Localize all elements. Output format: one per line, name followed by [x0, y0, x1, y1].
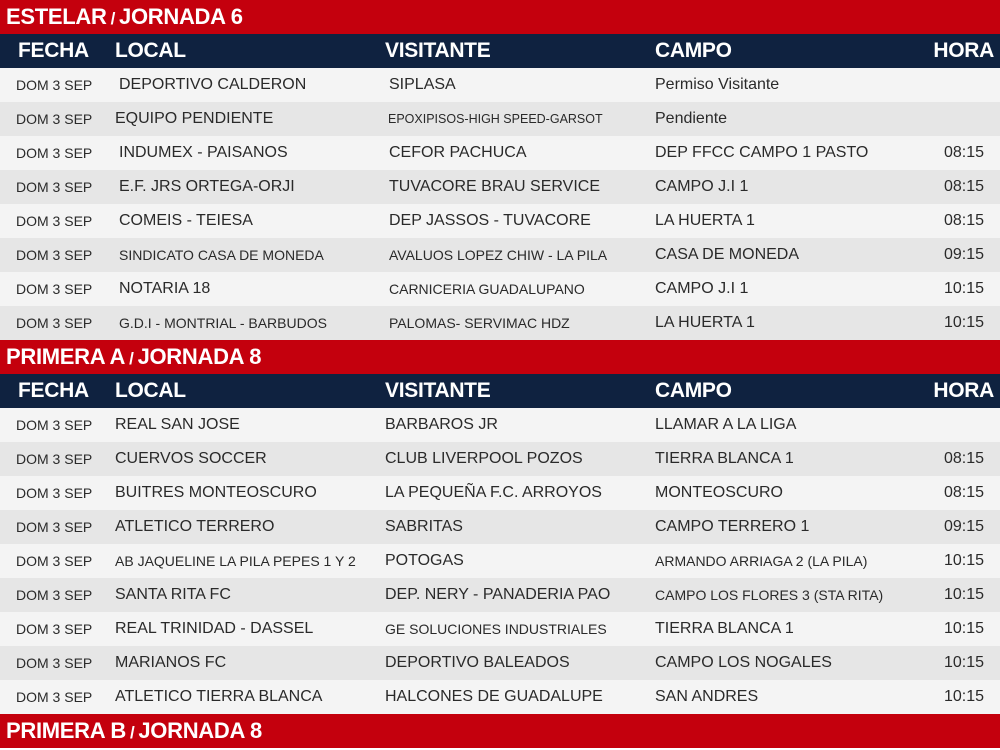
column-header-fecha: FECHA — [18, 39, 89, 62]
table-row — [0, 476, 1000, 510]
cell-campo: CASA DE MONEDA — [655, 246, 800, 263]
cell-hora: 10:15 — [943, 688, 984, 705]
cell-hora: 08:15 — [943, 212, 984, 229]
cell-local: AB JAQUELINE LA PILA PEPES 1 Y 2 — [115, 553, 356, 569]
cell-fecha: DOM 3 SEP — [16, 553, 93, 569]
cell-fecha: DOM 3 SEP — [16, 621, 93, 637]
section-jornada: JORNADA 6 — [119, 4, 243, 29]
cell-local: G.D.I - MONTRIAL - BARBUDOS — [119, 315, 327, 331]
cell-hora: 10:15 — [943, 314, 984, 331]
section-separator: / — [129, 349, 134, 368]
table-row — [0, 646, 1000, 680]
cell-campo: DEP FFCC CAMPO 1 PASTO — [655, 144, 869, 161]
table-row — [0, 612, 1000, 646]
cell-hora: 10:15 — [943, 654, 984, 671]
cell-local: COMEIS - TEIESA — [119, 212, 253, 229]
section-separator: / — [129, 723, 135, 742]
column-header-row — [0, 374, 1000, 408]
cell-campo: Permiso Visitante — [655, 76, 780, 93]
cell-fecha: DOM 3 SEP — [16, 587, 93, 603]
cell-campo: CAMPO J.I 1 — [655, 280, 749, 297]
cell-visitante: POTOGAS — [385, 552, 464, 569]
table-row — [0, 544, 1000, 578]
cell-local: NOTARIA 18 — [119, 280, 211, 297]
cell-local: DEPORTIVO CALDERON — [119, 76, 307, 93]
cell-fecha: DOM 3 SEP — [16, 519, 93, 535]
cell-visitante: SABRITAS — [385, 518, 463, 535]
section-header — [0, 340, 1000, 374]
cell-visitante: EPOXIPISOS-HIGH SPEED-GARSOT — [388, 112, 603, 126]
table-row — [0, 136, 1000, 170]
cell-hora: 09:15 — [943, 518, 984, 535]
cell-local: SANTA RITA FC — [115, 586, 231, 603]
cell-visitante: GE SOLUCIONES INDUSTRIALES — [385, 621, 607, 637]
cell-local: MARIANOS FC — [115, 654, 227, 671]
cell-campo: LA HUERTA 1 — [655, 212, 755, 229]
column-header-hora: HORA — [933, 379, 994, 402]
table-row — [0, 510, 1000, 544]
column-header-local: LOCAL — [115, 379, 186, 402]
section-header — [0, 714, 1000, 748]
cell-fecha: DOM 3 SEP — [16, 111, 93, 127]
column-header-visitante: VISITANTE — [385, 379, 491, 402]
column-header-fecha: FECHA — [18, 379, 89, 402]
cell-local: ATLETICO TIERRA BLANCA — [115, 688, 323, 705]
column-header-row — [0, 34, 1000, 68]
section-header — [0, 0, 1000, 34]
cell-visitante: AVALUOS LOPEZ CHIW - LA PILA — [389, 247, 608, 263]
section-jornada: JORNADA 8 — [137, 344, 262, 369]
cell-fecha: DOM 3 SEP — [16, 485, 93, 501]
cell-local: ATLETICO TERRERO — [115, 518, 275, 535]
cell-fecha: DOM 3 SEP — [16, 281, 93, 297]
cell-campo: SAN ANDRES — [655, 688, 759, 705]
cell-visitante: TUVACORE BRAU SERVICE — [389, 178, 601, 195]
cell-visitante: PALOMAS- SERVIMAC HDZ — [389, 315, 570, 331]
table-row — [0, 204, 1000, 238]
cell-local: E.F. JRS ORTEGA-ORJI — [119, 178, 295, 195]
cell-local: EQUIPO PENDIENTE — [115, 110, 274, 127]
table-row — [0, 102, 1000, 136]
cell-local: INDUMEX - PAISANOS — [119, 144, 288, 161]
column-header-hora: HORA — [933, 39, 994, 62]
cell-campo: MONTEOSCURO — [655, 484, 783, 501]
cell-campo: CAMPO LOS FLORES 3 (STA RITA) — [655, 587, 884, 603]
cell-visitante: HALCONES DE GUADALUPE — [385, 688, 603, 705]
table-row — [0, 680, 1000, 714]
section-jornada: JORNADA 8 — [138, 718, 262, 743]
column-header-local: LOCAL — [115, 39, 186, 62]
column-header-campo: CAMPO — [655, 39, 732, 62]
section-separator: / — [110, 9, 116, 28]
cell-campo: CAMPO LOS NOGALES — [655, 654, 832, 671]
cell-campo: Pendiente — [655, 110, 728, 127]
cell-campo: ARMANDO ARRIAGA 2 (LA PILA) — [655, 553, 868, 569]
cell-local: CUERVOS SOCCER — [115, 450, 267, 467]
column-header-visitante: VISITANTE — [385, 39, 491, 62]
cell-fecha: DOM 3 SEP — [16, 417, 93, 433]
cell-hora: 10:15 — [943, 586, 984, 603]
cell-visitante: SIPLASA — [389, 76, 456, 93]
cell-hora: 09:15 — [943, 246, 984, 263]
cell-local: REAL SAN JOSE — [115, 416, 240, 433]
cell-fecha: DOM 3 SEP — [16, 179, 93, 195]
cell-visitante: LA PEQUEÑA F.C. ARROYOS — [385, 484, 602, 501]
cell-local: REAL TRINIDAD - DASSEL — [115, 620, 314, 637]
table-row — [0, 68, 1000, 102]
table-row — [0, 578, 1000, 612]
cell-local: SINDICATO CASA DE MONEDA — [119, 247, 324, 263]
cell-visitante: DEP. NERY - PANADERIA PAO — [385, 586, 611, 603]
table-row — [0, 170, 1000, 204]
cell-hora: 08:15 — [943, 484, 984, 501]
cell-hora: 10:15 — [943, 552, 984, 569]
cell-fecha: DOM 3 SEP — [16, 689, 93, 705]
cell-visitante: BARBAROS JR — [385, 416, 498, 433]
cell-hora: 08:15 — [943, 450, 984, 467]
cell-local: BUITRES MONTEOSCURO — [115, 484, 317, 501]
cell-campo: LA HUERTA 1 — [655, 314, 755, 331]
table-row — [0, 238, 1000, 272]
cell-hora: 10:15 — [943, 280, 984, 297]
cell-visitante: CLUB LIVERPOOL POZOS — [385, 450, 583, 467]
cell-campo: TIERRA BLANCA 1 — [655, 450, 794, 467]
cell-fecha: DOM 3 SEP — [16, 655, 93, 671]
column-header-campo: CAMPO — [655, 379, 732, 402]
cell-visitante: CARNICERIA GUADALUPANO — [389, 281, 585, 297]
section-name: ESTELAR — [6, 4, 107, 29]
section-name: PRIMERA A — [6, 344, 126, 369]
table-row — [0, 408, 1000, 442]
cell-fecha: DOM 3 SEP — [16, 77, 93, 93]
cell-fecha: DOM 3 SEP — [16, 451, 93, 467]
cell-campo: TIERRA BLANCA 1 — [655, 620, 794, 637]
cell-campo: CAMPO TERRERO 1 — [655, 518, 810, 535]
table-row — [0, 306, 1000, 340]
cell-visitante: DEPORTIVO BALEADOS — [385, 654, 570, 671]
cell-fecha: DOM 3 SEP — [16, 145, 93, 161]
cell-campo: CAMPO J.I 1 — [655, 178, 749, 195]
table-row — [0, 272, 1000, 306]
cell-fecha: DOM 3 SEP — [16, 213, 93, 229]
cell-hora: 08:15 — [943, 144, 984, 161]
cell-hora: 08:15 — [943, 178, 984, 195]
cell-fecha: DOM 3 SEP — [16, 247, 93, 263]
table-row — [0, 442, 1000, 476]
cell-campo: LLAMAR A LA LIGA — [655, 416, 797, 433]
cell-visitante: CEFOR PACHUCA — [389, 144, 527, 161]
cell-visitante: DEP JASSOS - TUVACORE — [389, 212, 591, 229]
cell-hora: 10:15 — [943, 620, 984, 637]
section-name: PRIMERA B — [6, 718, 126, 743]
cell-fecha: DOM 3 SEP — [16, 315, 93, 331]
